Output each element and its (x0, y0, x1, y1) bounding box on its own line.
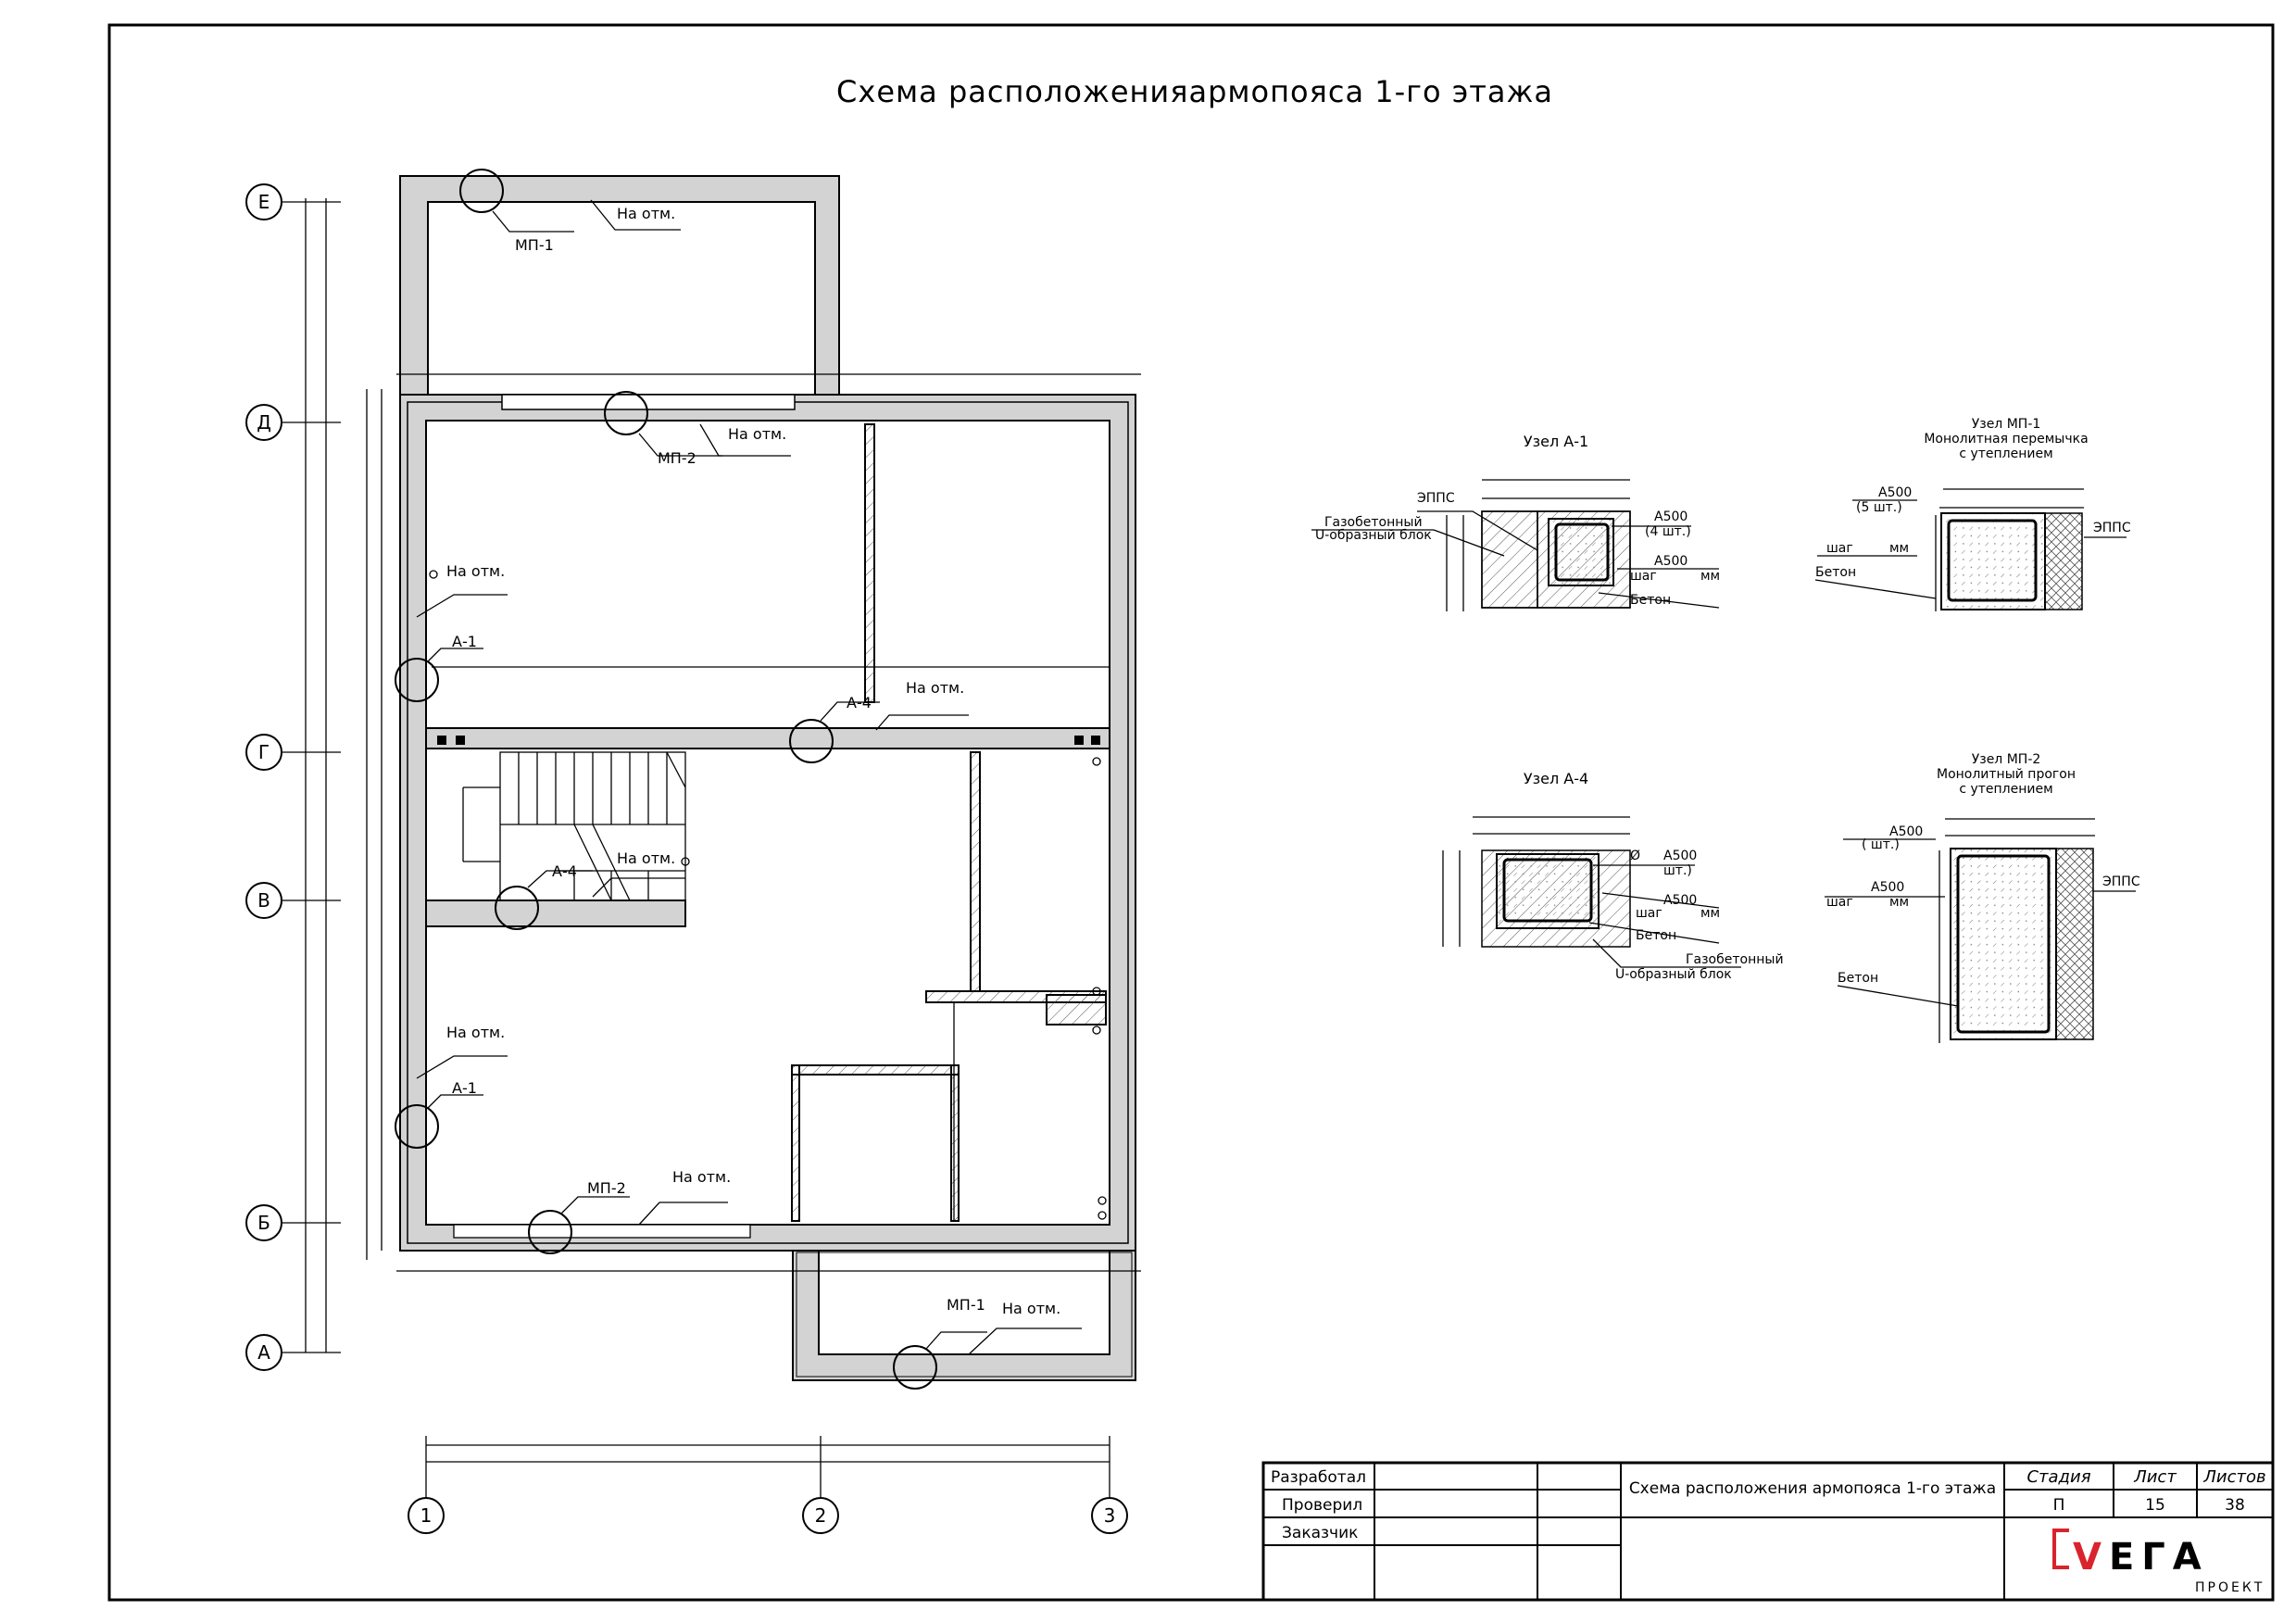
axis-bubble-b (246, 1205, 282, 1240)
svg-text:Бетон: Бетон (1630, 593, 1672, 608)
label-mp2-bottom: МП-2 (587, 1179, 626, 1197)
label-a4-top: А-4 (847, 694, 872, 711)
svg-text:шаг: шаг (1630, 569, 1657, 584)
svg-text:А500: А500 (1889, 824, 1924, 839)
svg-text:ЭППС: ЭППС (2102, 874, 2140, 889)
svg-text:шаг: шаг (1826, 541, 1853, 556)
label-a1-top: А-1 (452, 633, 477, 650)
stamp-head-stage: Стадия (2026, 1467, 2091, 1487)
label-na-otm-3: На отм. (446, 562, 506, 580)
svg-text:Газобетонный: Газобетонный (1686, 952, 1784, 967)
axis-bubble-e (246, 184, 282, 220)
svg-text:3: 3 (1103, 1504, 1116, 1527)
wall-axis-v (426, 900, 685, 926)
stamp-row-customer: Заказчик (1282, 1524, 1359, 1542)
detail-mp1 (1815, 417, 2131, 611)
svg-text:мм: мм (1889, 541, 1910, 556)
label-na-otm-1: На отм. (617, 205, 676, 222)
label-a4-stairs: А-4 (552, 862, 577, 880)
axis-bubble-3 (1092, 1498, 1127, 1533)
svg-text:мм: мм (1700, 906, 1721, 921)
axis-bubble-2 (803, 1498, 838, 1533)
svg-text:U-образный блок: U-образный блок (1315, 528, 1432, 543)
stamp-sheet-title: Схема расположения армопояса 1-го этажа (1628, 1479, 1997, 1498)
stamp-row-checked: Проверил (1282, 1496, 1363, 1515)
svg-text:шаг: шаг (1636, 906, 1662, 921)
axis-bubble-v (246, 883, 282, 918)
svg-text:1: 1 (420, 1504, 433, 1527)
svg-text:Е: Е (257, 191, 270, 213)
stamp-sheet-value: 15 (2145, 1496, 2165, 1515)
callout-circles (395, 170, 936, 1389)
svg-text:А500: А500 (1878, 485, 1913, 500)
svg-text:( шт.): ( шт.) (1862, 837, 1900, 852)
label-na-otm-8: На отм. (1002, 1300, 1061, 1317)
detail-a1 (1311, 433, 1720, 611)
svg-text:с утеплением: с утеплением (1959, 782, 2053, 797)
svg-text:шаг: шаг (1826, 895, 1853, 910)
label-mp1-bottom: МП-1 (947, 1296, 985, 1314)
stamp-head-sheets: Листов (2203, 1467, 2266, 1487)
svg-text:А500: А500 (1663, 893, 1698, 908)
svg-text:Узел МП-2: Узел МП-2 (1971, 752, 2041, 767)
svg-text:(4 шт.): (4 шт.) (1645, 524, 1691, 539)
svg-text:(5 шт.): (5 шт.) (1856, 500, 1902, 515)
svg-text:2: 2 (814, 1504, 827, 1527)
label-na-otm-5: На отм. (617, 849, 676, 867)
axis-bubble-d (246, 405, 282, 440)
stamp-row-developer: Разработал (1271, 1468, 1366, 1487)
sheet-frame (109, 25, 2273, 1600)
stamp-stage-value: П (2052, 1496, 2065, 1515)
axis-bubble-1 (408, 1498, 444, 1533)
label-mp2-top: МП-2 (658, 449, 696, 467)
axis-bubble-g (246, 735, 282, 770)
title-block (1263, 1463, 2273, 1600)
leader-lines (417, 200, 1082, 1354)
svg-text:В: В (257, 889, 270, 912)
detail-a4 (1443, 770, 1784, 982)
svg-text:Узел А-4: Узел А-4 (1523, 770, 1589, 787)
svg-text:ПРОЕКТ: ПРОЕКТ (2195, 1580, 2265, 1595)
svg-text:Г: Г (257, 741, 270, 763)
axis-letter-lines (282, 202, 341, 1352)
svg-text:А500: А500 (1871, 880, 1905, 895)
label-na-otm-2: На отм. (728, 425, 787, 443)
floor-plan (246, 170, 1141, 1533)
label-mp1-top: МП-1 (515, 236, 554, 254)
label-na-otm-7: На отм. (672, 1168, 732, 1186)
svg-text:Б: Б (257, 1212, 270, 1234)
svg-text:шт.): шт.) (1663, 863, 1692, 878)
svg-text:Бетон: Бетон (1636, 928, 1677, 943)
svg-text:мм: мм (1700, 569, 1721, 584)
svg-text:А500: А500 (1654, 510, 1688, 524)
drawing-title: Схема расположенияармопояса 1-го этажа (836, 74, 1553, 109)
svg-text:с утеплением: с утеплением (1959, 447, 2053, 461)
detail-mp2 (1825, 752, 2140, 1043)
axis-bubble-a (246, 1335, 282, 1370)
svg-text:Узел А-1: Узел А-1 (1523, 433, 1589, 450)
svg-text:А500: А500 (1654, 554, 1688, 569)
svg-text:мм: мм (1889, 895, 1910, 910)
stamp-head-sheet: Лист (2134, 1467, 2177, 1487)
svg-text:Бетон: Бетон (1838, 971, 1879, 986)
svg-text:А500: А500 (1663, 849, 1698, 863)
svg-text:U-образный блок: U-образный блок (1615, 967, 1732, 982)
svg-text:А: А (257, 1341, 270, 1364)
stamp-sheets-value: 38 (2225, 1496, 2245, 1515)
svg-text:ЭППС: ЭППС (1417, 491, 1455, 506)
svg-text:ЭППС: ЭППС (2093, 521, 2131, 535)
svg-text:Газобетонный: Газобетонный (1324, 515, 1423, 530)
svg-text:VЕГА: VЕГА (2073, 1536, 2209, 1579)
svg-text:Узел МП-1: Узел МП-1 (1971, 417, 2041, 432)
svg-text:Монолитный прогон: Монолитный прогон (1936, 767, 2076, 782)
wall-axis-g (426, 728, 1110, 749)
svg-text:Д: Д (257, 411, 271, 434)
svg-text:Ø: Ø (1630, 849, 1641, 863)
svg-text:Монолитная перемычка: Монолитная перемычка (1924, 432, 2089, 447)
label-na-otm-6: На отм. (446, 1024, 506, 1041)
annex-bottom-wall (793, 1251, 1135, 1380)
svg-text:Бетон: Бетон (1815, 565, 1857, 580)
label-na-otm-4: На отм. (906, 679, 965, 697)
main-outer-wall (400, 395, 1135, 1251)
label-a1-bottom: А-1 (452, 1079, 477, 1097)
